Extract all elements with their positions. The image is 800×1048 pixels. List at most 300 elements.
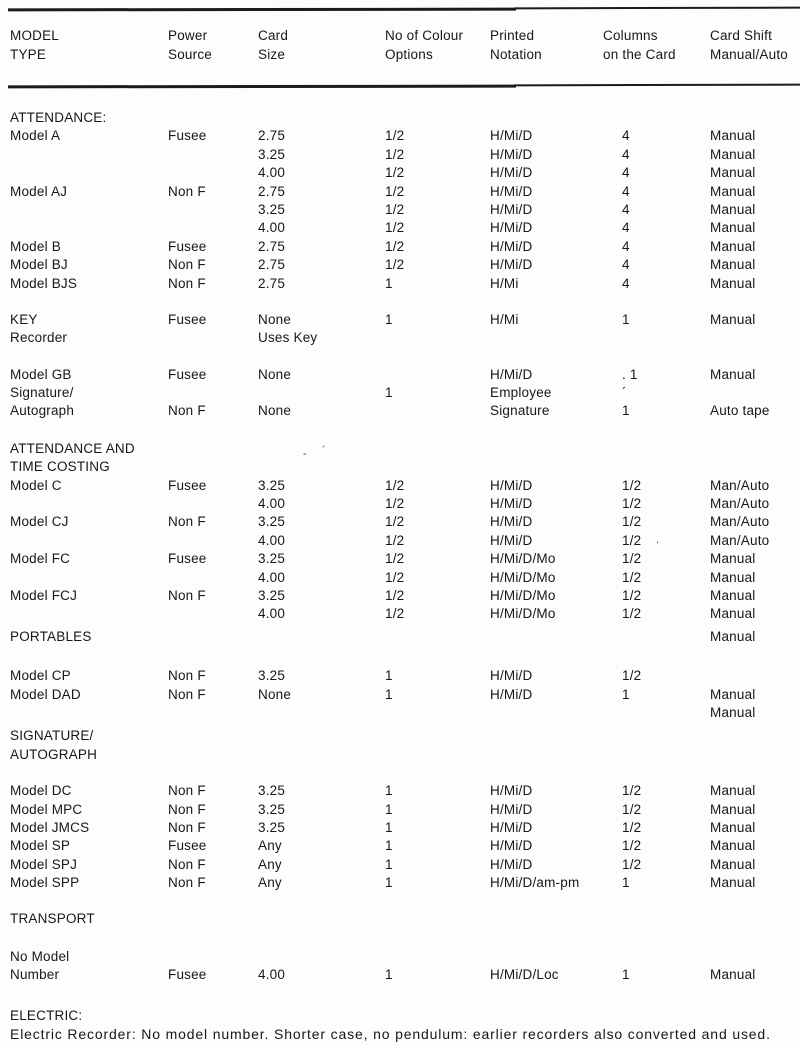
table-cell — [490, 746, 603, 764]
table-cell — [603, 948, 710, 966]
table-cell: H/Mi/D — [490, 128, 533, 144]
table-cell: Model A — [10, 128, 61, 144]
header-bottom-rule — [0, 84, 800, 88]
table-cell — [710, 727, 800, 745]
table-cell — [385, 727, 490, 745]
table-cell: H/Mi/D — [490, 783, 533, 799]
table-cell — [385, 329, 490, 347]
table-cell: H/Mi — [490, 311, 519, 327]
table-cell: Non F — [168, 587, 206, 603]
table-cell: 2.75 — [258, 257, 286, 273]
table-cell: Manual — [710, 686, 756, 702]
rule-segment — [514, 7, 800, 10]
table-cell: Manual — [710, 838, 756, 854]
table-cell: Non F — [168, 686, 206, 702]
table-cell: Manual — [710, 238, 756, 254]
table-cell: Man/Auto — [710, 532, 770, 548]
table-cell: Manual — [710, 128, 756, 144]
table-cell: 4 — [622, 275, 630, 291]
table-row — [0, 146, 800, 164]
table-cell: Model SPJ — [10, 856, 78, 872]
table-cell: 4 — [622, 128, 630, 144]
table-cell — [603, 746, 710, 764]
column-header-line: Manual/Auto — [710, 46, 788, 62]
table-cell — [258, 910, 385, 928]
table-cell: 3.25 — [258, 514, 286, 530]
table-cell: None — [258, 366, 292, 382]
table-body — [0, 109, 800, 1044]
table-cell: H/Mi/D — [490, 238, 533, 254]
table-cell: H/Mi/D/Mo — [490, 551, 556, 567]
table-cell: 1 — [385, 275, 393, 291]
table-cell — [258, 628, 385, 646]
table-cell: 1 — [385, 385, 393, 401]
table-row — [0, 311, 800, 329]
column-header — [490, 27, 603, 64]
table-cell: H/Mi/D/am-pm — [490, 875, 580, 891]
table-cell — [258, 948, 385, 966]
table-cell: H/Mi/D — [490, 146, 533, 162]
table-cell: 1 — [385, 801, 393, 817]
table-row — [0, 569, 800, 587]
table-cell — [168, 164, 258, 182]
table-cell — [10, 569, 168, 587]
table-cell: PORTABLES — [10, 628, 92, 644]
table-cell: Model AJ — [10, 183, 68, 199]
table-row — [0, 366, 800, 384]
table-cell: Manual — [710, 183, 756, 199]
table-cell: 1/2 — [385, 496, 405, 512]
table-cell: Model BJ — [10, 257, 68, 273]
table-row — [0, 109, 800, 127]
table-cell — [168, 109, 258, 127]
table-row — [0, 801, 800, 819]
table-cell — [603, 329, 710, 347]
table-cell — [603, 109, 710, 127]
table-cell: KEY — [10, 311, 38, 327]
table-cell: H/Mi/D — [490, 165, 533, 181]
table-cell: 1/2 — [622, 569, 642, 585]
table-cell — [490, 458, 603, 476]
column-header-line: Columns — [603, 28, 658, 43]
table-cell: Non F — [168, 875, 206, 891]
table-cell: H/Mi/D/Mo — [490, 606, 556, 622]
table-cell: 4.00 — [258, 606, 286, 622]
top-horizontal-rule — [0, 7, 800, 11]
table-cell — [490, 948, 603, 966]
footnote-heading: ELECTRIC: — [10, 1007, 83, 1023]
table-cell: H/Mi/D — [490, 686, 533, 702]
table-cell: Any — [258, 838, 282, 854]
table-cell — [385, 746, 490, 764]
table-cell: AUTOGRAPH — [10, 746, 98, 762]
table-cell — [10, 146, 168, 164]
table-cell — [168, 910, 258, 928]
table-cell — [168, 458, 258, 476]
table-cell: Fusee — [168, 967, 207, 983]
table-cell — [603, 727, 710, 745]
table-cell: Manual — [710, 704, 756, 720]
table-cell: 4.00 — [258, 967, 286, 983]
table-cell: 4.00 — [258, 496, 286, 512]
table-cell: H/Mi/D/Mo — [490, 587, 556, 603]
table-cell: Uses Key — [258, 330, 318, 346]
table-row — [0, 201, 800, 219]
table-cell: 2.75 — [258, 183, 286, 199]
table-row — [0, 440, 800, 458]
table-cell: Non F — [168, 275, 206, 291]
table-cell: 3.25 — [258, 801, 286, 817]
table-cell — [490, 329, 603, 347]
table-cell — [385, 440, 490, 458]
column-header-line: Notation — [490, 46, 542, 62]
column-header-line: Size — [258, 46, 286, 62]
table-row — [0, 458, 800, 476]
table-row — [0, 628, 800, 646]
table-cell: 4 — [622, 201, 630, 217]
table-cell: Non F — [168, 819, 206, 835]
table-cell: Any — [258, 875, 282, 891]
table-cell — [10, 495, 168, 513]
table-cell: Signature/ — [10, 385, 74, 401]
table-cell: 1/2 — [622, 587, 642, 603]
table-cell — [258, 727, 385, 745]
column-header-line: MODEL — [10, 28, 60, 43]
table-cell — [168, 329, 258, 347]
table-cell: Non F — [168, 783, 206, 799]
table-row — [0, 819, 800, 837]
table-cell: 3.25 — [258, 668, 286, 684]
table-cell — [710, 384, 800, 402]
table-cell: H/Mi/D — [490, 514, 533, 530]
table-rows — [0, 109, 800, 985]
table-cell — [603, 628, 710, 646]
table-cell: Model JMCS — [10, 819, 90, 835]
table-cell: 4 — [622, 146, 630, 162]
table-row — [0, 837, 800, 855]
table-cell — [168, 746, 258, 764]
table-cell — [603, 458, 710, 476]
table-cell: Man/Auto — [710, 514, 770, 530]
table-cell: None — [258, 403, 292, 419]
table-cell: H/Mi/D — [490, 819, 533, 835]
table-cell — [168, 605, 258, 623]
table-row — [0, 587, 800, 605]
table-row — [0, 329, 800, 347]
table-cell: 1/2 — [622, 668, 642, 684]
table-cell: 1 — [622, 686, 630, 702]
table-cell: Model CJ — [10, 514, 69, 530]
column-header — [385, 27, 490, 64]
table-cell: 1/2 — [385, 514, 405, 530]
table-cell: 1/2 — [385, 532, 405, 548]
column-header-line: Power — [168, 28, 208, 43]
table-row — [0, 275, 800, 293]
table-cell — [258, 704, 385, 722]
table-cell — [10, 201, 168, 219]
table-cell: Model SP — [10, 838, 71, 854]
table-cell — [168, 384, 258, 402]
table-cell: 1/2 — [622, 551, 642, 567]
column-header — [710, 27, 800, 64]
table-cell: 1 — [622, 311, 630, 327]
table-cell — [168, 628, 258, 646]
table-row — [0, 164, 800, 182]
table-row — [0, 856, 800, 874]
table-cell: 4 — [622, 165, 630, 181]
table-cell: H/Mi/D — [490, 477, 533, 493]
table-cell — [490, 910, 603, 928]
table-row — [0, 667, 800, 685]
electric-footnote — [0, 1007, 800, 1044]
table-cell: Model FC — [10, 551, 71, 567]
column-header — [168, 27, 258, 64]
table-cell: Model C — [10, 477, 62, 493]
table-cell: 3.25 — [258, 551, 286, 567]
table-cell — [168, 146, 258, 164]
table-cell: 3.25 — [258, 201, 286, 217]
table-cell — [490, 440, 603, 458]
table-cell: ATTENDANCE AND — [10, 440, 135, 456]
table-cell — [385, 910, 490, 928]
table-cell: 1/2 — [622, 606, 642, 622]
table-cell: H/Mi/D — [490, 856, 533, 872]
table-cell: 4.00 — [258, 569, 286, 585]
table-cell — [385, 458, 490, 476]
table-row — [0, 910, 800, 928]
table-cell: 1/2 — [385, 220, 405, 236]
scan-artifact-mark: - — [303, 448, 307, 460]
table-cell: None — [258, 686, 292, 702]
table-cell: Manual — [710, 201, 756, 217]
table-cell: 1/2 — [622, 514, 642, 530]
table-row — [0, 127, 800, 145]
table-cell — [385, 366, 490, 384]
table-cell: 1/2 — [385, 128, 405, 144]
rule-segment — [8, 8, 516, 12]
table-cell: 4 — [622, 257, 630, 273]
table-cell: 1 — [385, 856, 393, 872]
table-cell: Model DAD — [10, 686, 81, 702]
table-cell: 1/2 — [385, 257, 405, 273]
column-header-line: Options — [385, 46, 433, 62]
table-cell: 1/2 — [622, 819, 642, 835]
table-cell: 1 — [622, 875, 630, 891]
column-header-line: TYPE — [10, 46, 47, 62]
table-cell — [490, 727, 603, 745]
table-cell — [10, 532, 168, 550]
scan-artifact-mark: ´ — [322, 445, 326, 457]
table-cell: Fusee — [168, 838, 207, 854]
column-header — [10, 27, 168, 64]
table-cell: No Model — [10, 948, 70, 964]
table-cell: 4.00 — [258, 220, 286, 236]
table-row — [0, 686, 800, 704]
table-cell: Signature — [490, 403, 550, 419]
table-cell: Manual — [710, 275, 756, 291]
table-cell: 3.25 — [258, 477, 286, 493]
table-cell: Non F — [168, 257, 206, 273]
table-cell: Manual — [710, 801, 756, 817]
table-cell: Manual — [710, 587, 756, 603]
table-cell: H/Mi — [490, 275, 519, 291]
table-cell — [168, 201, 258, 219]
table-cell — [710, 910, 800, 928]
column-header-line: Printed — [490, 28, 535, 43]
table-cell: 4 — [622, 220, 630, 236]
table-cell — [710, 440, 800, 458]
table-cell — [10, 164, 168, 182]
table-cell: Manual — [710, 220, 756, 236]
table-cell — [168, 569, 258, 587]
table-cell: Manual — [710, 165, 756, 181]
table-row — [0, 782, 800, 800]
table-cell: 4 — [622, 183, 630, 199]
table-row — [0, 219, 800, 237]
table-row — [0, 550, 800, 568]
table-cell — [168, 440, 258, 458]
table-cell — [490, 704, 603, 722]
table-cell: Man/Auto — [710, 477, 770, 493]
table-cell: SIGNATURE/ — [10, 728, 94, 744]
table-row — [0, 402, 800, 420]
table-cell: 3.25 — [258, 783, 286, 799]
table-cell: 1/2 — [622, 532, 642, 548]
table-cell: Manual — [710, 875, 756, 891]
table-cell: Manual — [710, 967, 756, 983]
table-cell: TRANSPORT — [10, 911, 95, 927]
table-cell: H/Mi/D — [490, 801, 533, 817]
table-cell: 4.00 — [258, 532, 286, 548]
table-cell — [258, 109, 385, 127]
table-cell: H/Mi/D — [490, 366, 533, 382]
table-cell — [385, 109, 490, 127]
table-cell: Model FCJ — [10, 587, 78, 603]
table-cell: Model CP — [10, 668, 71, 684]
footnote-text: Electric Recorder: No model number. Shorter case, no pendulum: earlier recorders also converted and used. — [10, 1026, 771, 1043]
table-cell: 1 — [622, 967, 630, 983]
column-header-line: Source — [168, 46, 212, 62]
table-cell: 1/2 — [385, 477, 405, 493]
table-cell: Fusee — [168, 311, 207, 327]
table-cell: Fusee — [168, 477, 207, 493]
table-cell: Non F — [168, 856, 206, 872]
table-cell — [168, 948, 258, 966]
table-cell: 2.75 — [258, 128, 286, 144]
table-cell: 1/2 — [622, 801, 642, 817]
table-cell: Model B — [10, 238, 61, 254]
table-cell — [490, 628, 603, 646]
table-cell — [10, 704, 168, 722]
table-cell: 1/2 — [385, 146, 405, 162]
table-cell: Manual — [710, 569, 756, 585]
table-row — [0, 513, 800, 531]
table-cell: Recorder — [10, 330, 68, 346]
table-cell: 1 — [385, 838, 393, 854]
table-cell — [710, 948, 800, 966]
table-row — [0, 384, 800, 402]
table-cell — [385, 948, 490, 966]
table-cell: 1 — [385, 819, 393, 835]
table-cell: 1/2 — [385, 551, 405, 567]
table-row — [0, 727, 800, 745]
table-row — [0, 605, 800, 623]
table-cell: H/Mi/D — [490, 838, 533, 854]
table-cell: ´ — [622, 385, 627, 401]
table-cell: 1 — [385, 967, 393, 983]
table-cell: 1/2 — [385, 238, 405, 254]
table-cell — [258, 384, 385, 402]
table-cell: 1/2 — [385, 587, 405, 603]
rule-segment — [8, 85, 516, 89]
table-cell: Non F — [168, 403, 206, 419]
table-cell — [710, 746, 800, 764]
table-cell — [710, 109, 800, 127]
table-cell — [385, 628, 490, 646]
column-header-line: No of Colour — [385, 28, 464, 43]
table-cell: Man/Auto — [710, 496, 770, 512]
table-cell — [710, 458, 800, 476]
table-cell — [168, 219, 258, 237]
table-cell: 1 — [385, 783, 393, 799]
table-cell: Non F — [168, 183, 206, 199]
table-cell — [10, 219, 168, 237]
table-row — [0, 966, 800, 984]
table-cell: H/Mi/D/Mo — [490, 569, 556, 585]
table-cell: 1 — [622, 403, 630, 419]
table-cell: H/Mi/D — [490, 201, 533, 217]
table-cell: Fusee — [168, 238, 207, 254]
table-cell: Fusee — [168, 128, 207, 144]
column-header — [258, 27, 385, 64]
table-cell — [258, 746, 385, 764]
column-header-line: Card Shift — [710, 28, 773, 43]
table-row — [0, 874, 800, 892]
table-cell: 3.25 — [258, 146, 286, 162]
table-cell — [385, 704, 490, 722]
table-row — [0, 532, 800, 550]
table-cell: Fusee — [168, 366, 207, 382]
table-cell: Model SPP — [10, 875, 80, 891]
table-cell: 3.25 — [258, 819, 286, 835]
table-cell: H/Mi/D — [490, 532, 533, 548]
table-cell: Non F — [168, 514, 206, 530]
table-cell: TIME COSTING — [10, 459, 110, 475]
table-cell — [258, 458, 385, 476]
table-cell — [603, 440, 710, 458]
table-cell: Model DC — [10, 783, 72, 799]
table-cell: None — [258, 311, 292, 327]
table-cell: Manual — [710, 257, 756, 273]
table-cell: Non F — [168, 801, 206, 817]
table-cell: H/Mi/D — [490, 668, 533, 684]
column-header — [603, 27, 710, 64]
table-cell: . 1 — [622, 366, 638, 382]
table-cell: 1 — [385, 668, 393, 684]
table-cell: 4 — [622, 238, 630, 254]
table-cell — [385, 402, 490, 420]
table-cell: Number — [10, 967, 60, 983]
table-cell: 1/2 — [622, 496, 642, 512]
table-cell: Manual — [710, 783, 756, 799]
table-cell: Model GB — [10, 366, 72, 382]
table-cell: H/Mi/D — [490, 183, 533, 199]
table-cell: ATTENDANCE: — [10, 110, 107, 125]
table-row — [0, 704, 800, 722]
table-cell: Manual — [710, 311, 756, 327]
table-cell: 1/2 — [385, 165, 405, 181]
table-cell: Auto tape — [710, 403, 770, 419]
